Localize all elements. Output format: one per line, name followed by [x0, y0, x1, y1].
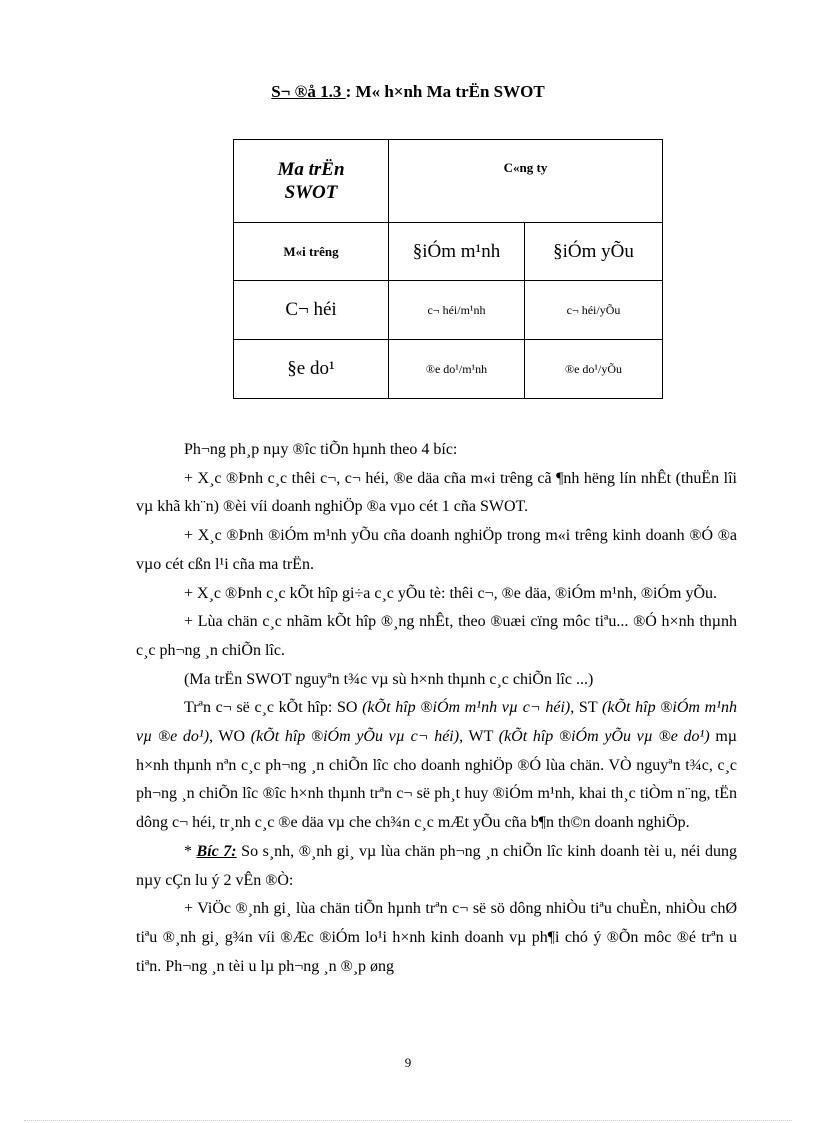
figure-title: [0, 82, 816, 102]
paragraph-step-3: + X¸c ®Þnh c¸c kÕt hîp gi÷a c¸c yÕu tè: thêi c¬, ®e däa, ®iÓm m¹nh, ®iÓm yÕu.: [184, 584, 718, 602]
company-label: C«ng ty: [503, 160, 548, 175]
environment-cell: [234, 223, 389, 281]
wo-explanation: (kÕt hîp ®iÓm yÕu vµ c¬ héi): [250, 728, 460, 746]
matrix-corner-label: Ma trËn SWOT: [277, 159, 345, 203]
so-cell: [389, 281, 525, 340]
opportunity-row-header: [234, 281, 389, 340]
wt-cell: [525, 340, 663, 399]
st-explanation: (kÕt hîp ®iÓm m¹nh vµ ®e do¹): [136, 699, 738, 746]
company-header-cell: [389, 140, 663, 223]
so-explanation: (kÕt hîp ®iÓm m¹nh vµ c¬ héi): [362, 699, 571, 717]
figure-title-text: : M« h×nh Ma trËn SWOT: [345, 82, 545, 101]
paragraph-note: (Ma trËn SWOT nguyªn t¾c vµ sù h×nh thµnh c¸c chiÕn lîc ...): [184, 670, 594, 688]
wt-explanation: (kÕt hîp ®iÓm yÕu vµ ®e do¹): [498, 728, 710, 746]
swot-matrix-table: [233, 139, 663, 399]
step-7-heading: Bíc 7:: [196, 842, 237, 860]
paragraph-step-1: + X¸c ®Þnh c¸c thêi c¬, c¬ héi, ®e däa cña m«i trêng cã ¶nh hëng lín nhÊt (thuËn lîi vµ khã kh¨n) ®èi víi doanh nghiÖp ®a vµo cét 1 cña SWOT.: [136, 469, 737, 516]
combinations-text-2: , ST: [570, 699, 603, 717]
strength-label: §iÓm m¹nh: [412, 240, 501, 262]
wt-label: ®e do¹/yÕu: [564, 361, 623, 376]
weakness-header-cell: [525, 223, 663, 281]
figure-title-number: S¬ ®å 1.3: [271, 82, 346, 101]
so-label: c¬ héi/m¹nh: [427, 302, 486, 317]
paragraph-step-2: + X¸c ®Þnh ®iÓm m¹nh yÕu cña doanh nghiÖp trong m«i trêng kinh doanh ®Ó ®a vµo cét cßn l¹i cña ma trËn.: [136, 527, 737, 573]
paragraph-step-7: [136, 838, 737, 895]
combinations-text-5: mµ h×nh thµnh nªn c¸c ph¬ng ¸n chiÕn lîc cho doanh nghiÖp ®Ó lùa chän. VÒ nguyªn t¾c, c¸c ph¬ng ¸n chiÕn lîc ®îc h×nh thµnh trªn c¬ së ph¸t huy ®iÓm m¹nh, khai th¸c tiÒm n¨ng, tËn dông c¬ héi, tr¸nh c¸c ®e däa vµ che ch¾n c¸c mÆt yÕu cña b¶n th©n doanh nghiÖp.: [136, 728, 738, 832]
paragraph-intro: Ph¬ng ph¸p nµy ®îc tiÕn hµnh theo 4 bíc:: [184, 441, 458, 458]
st-cell: [389, 340, 525, 399]
opportunity-label: C¬ héi: [285, 299, 337, 320]
step-7-text: So s¸nh, ®¸nh gi¸ vµ lùa chän ph¬ng ¸n chiÕn lîc kinh doanh tèi u, néi dung nµy cÇn lu ý 2 vÊn ®Ò:: [136, 842, 738, 889]
threat-row-header: [234, 340, 389, 399]
environment-label: M«i trêng: [283, 243, 339, 259]
combinations-text-1: Trªn c¬ së c¸c kÕt hîp: SO: [184, 699, 363, 717]
paragraph-step-4: + Lùa chän c¸c nhãm kÕt hîp ®¸ng nhÊt, theo ®uæi cïng môc tiªu... ®Ó h×nh thµnh c¸c ph¬ng ¸n chiÕn lîc.: [136, 613, 737, 659]
wo-cell: [525, 281, 663, 340]
st-label: ®e do¹/m¹nh: [425, 361, 488, 376]
step-7-bullet: *: [184, 842, 197, 860]
strength-header-cell: [389, 223, 525, 281]
wo-label: c¬ héi/yÕu: [566, 302, 621, 317]
threat-label: §e do¹: [287, 358, 335, 379]
matrix-corner-cell: [234, 140, 389, 223]
weakness-label: §iÓm yÕu: [553, 240, 634, 262]
paragraph-evaluation: + ViÖc ®¸nh gi¸ lùa chän tiÕn hµnh trªn c¬ së sö dông nhiÒu tiªu chuÈn, nhiÒu chØ tiªu ®¸nh gi¸ g¾n víi ®Æc ®iÓm lo¹i h×nh kinh doanh vµ ph¶i chó ý ®Õn môc ®é trªn u tiªn. Ph¬ng ¸n tèi u lµ ph¬ng ¸n ®¸p øng: [136, 900, 737, 975]
paragraph-combinations: [136, 694, 737, 838]
page-number: 9: [404, 1055, 412, 1070]
body-text: [136, 436, 737, 981]
page-bottom-divider: [24, 1120, 792, 1121]
combinations-text-3: , WO: [209, 728, 251, 746]
combinations-text-4: , WT: [459, 728, 499, 746]
